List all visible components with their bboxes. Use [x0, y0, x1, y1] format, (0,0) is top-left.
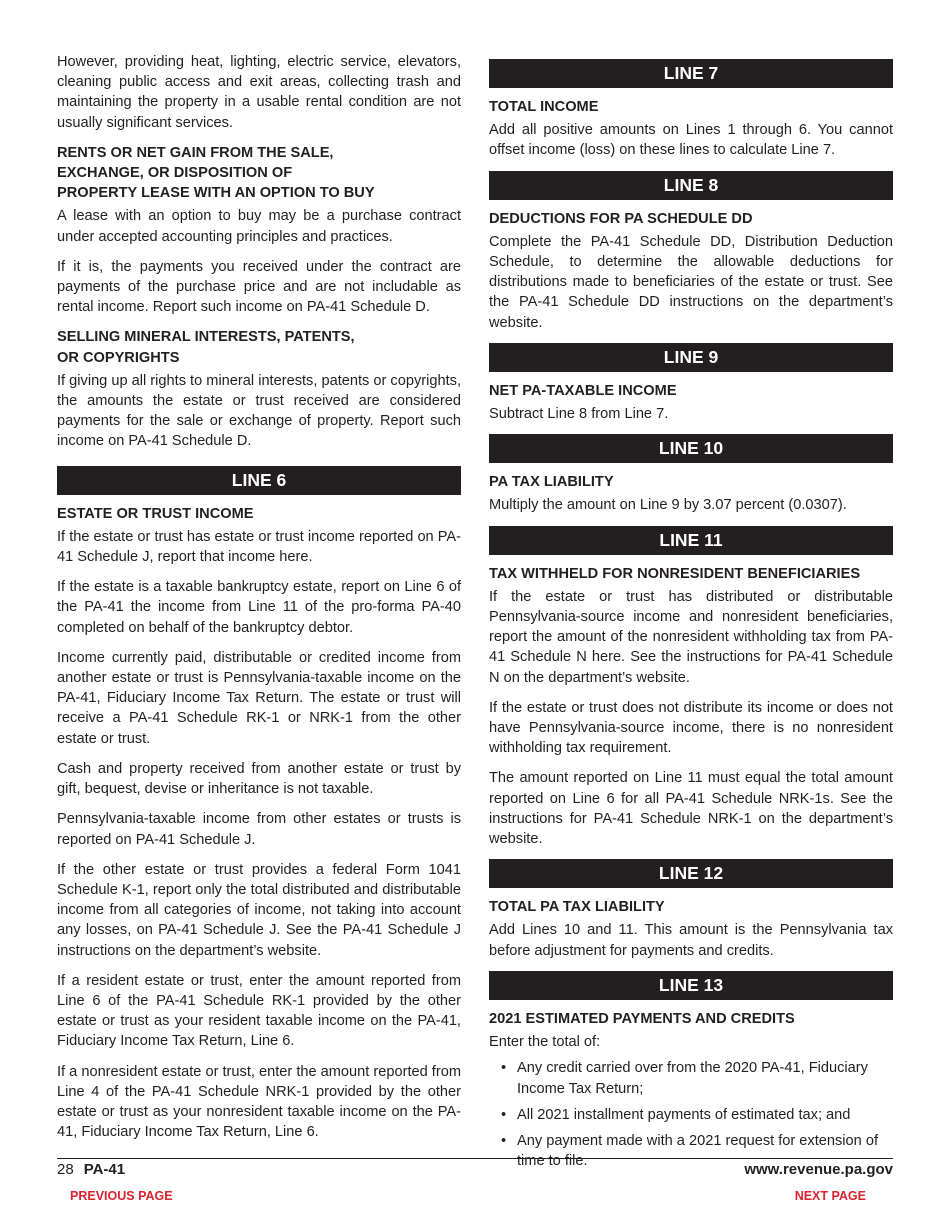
line-11-paragraph-3: The amount reported on Line 11 must equal the total amount reported on Line 6 for all PA-41 Schedule NRK-1s. See the instructions for PA-41 Schedule NRK-1 on the department’s website.: [489, 770, 893, 848]
line-10-bar: LINE 10: [489, 434, 893, 463]
next-page-link[interactable]: NEXT PAGE: [794, 1189, 866, 1203]
line-13-paragraph: Enter the total of:: [489, 1034, 601, 1051]
line-6-paragraph-3: Income currently paid, distributable or credited income from another estate or trust is Pennsylvania-taxable income on the PA-41, Fiduciary Income Tax Return. The estate or trust will receive a PA-41 Schedule RK-1 or NRK-1 from the other estate or trust.: [57, 649, 461, 747]
rents-heading: [57, 143, 461, 204]
lease-paragraph-1: A lease with an option to buy may be a purchase contract under accepted accounting principles and practices.: [57, 208, 461, 245]
line-8-paragraph: Complete the PA-41 Schedule DD, Distribution Deduction Schedule, to determine the allowable deductions for distributions made to beneficiaries of the estate or trust. See the PA-41 Schedule DD instructions on the department’s website.: [489, 233, 893, 331]
line-11-bar: LINE 11: [489, 526, 893, 555]
list-item: • All 2021 installment payments of estimated tax; and: [517, 1105, 893, 1125]
line-6-heading: ESTATE OR TRUST INCOME: [57, 505, 254, 522]
page-number: 28: [57, 1161, 74, 1178]
line-6-paragraph-1: If the estate or trust has estate or trust income reported on PA-41 Schedule J, report that income here.: [57, 528, 461, 566]
rents-heading-line-3: PROPERTY LEASE WITH AN OPTION TO BUY: [57, 185, 375, 202]
lease-paragraph-2: If it is, the payments you received under the contract are payments of the purchase price and are not includable as rental income. Report such income on PA-41 Schedule D.: [57, 258, 461, 316]
intro-paragraph: However, providing heat, lighting, electric service, elevators, cleaning public access and exit areas, collecting trash and maintaining the property in a usable rental condition are not usually significant services.: [57, 54, 461, 131]
mineral-heading-line-2: OR COPYRIGHTS: [57, 349, 180, 366]
rents-heading-line-1: RENTS OR NET GAIN FROM THE SALE,: [57, 144, 334, 161]
mineral-heading-line-1: SELLING MINERAL INTERESTS, PATENTS,: [57, 329, 355, 346]
line-6-paragraph-8: If a nonresident estate or trust, enter the amount reported from Line 4 of the PA-41 Schedule NRK-1 provided by the other estate or trust as your nonresident taxable income on the PA-41, Fiduciary Income Tax Return, Line 6.: [57, 1063, 461, 1141]
list-item: • Any payment made with a 2021 request for extension of time to file.: [517, 1131, 893, 1171]
right-column: [489, 52, 893, 1177]
page-footer-left: [57, 1161, 125, 1178]
line-12-heading: TOTAL PA TAX LIABILITY: [489, 899, 665, 916]
line-10-heading: PA TAX LIABILITY: [489, 474, 614, 491]
line-7-bar: LINE 7: [489, 59, 893, 88]
line-8-bar: LINE 8: [489, 171, 893, 200]
line-6-bar: LINE 6: [57, 466, 461, 495]
line-9-heading: NET PA-TAXABLE INCOME: [489, 382, 677, 399]
line-11-paragraph-2: If the estate or trust does not distribute its income or does not have Pennsylvania-source income, there is no nonresident withholding tax requirement.: [489, 699, 893, 757]
line-12-paragraph: Add Lines 10 and 11. This amount is the Pennsylvania tax before adjustment for payments and credits.: [489, 922, 893, 959]
line-13-bullet-list: [489, 1058, 893, 1171]
line-6-paragraph-6: If the other estate or trust provides a federal Form 1041 Schedule K-1, report only the total distributed and distributable income from all categories of income, not taking into account any losses, on PA-41 Schedule J. See the PA-41 Schedule J instructions on the department’s website.: [57, 861, 461, 959]
mineral-heading: [57, 327, 461, 367]
line-8-heading: DEDUCTIONS FOR PA SCHEDULE DD: [489, 210, 753, 227]
website-link[interactable]: www.revenue.pa.gov: [744, 1161, 893, 1178]
line-13-bar: LINE 13: [489, 971, 893, 1000]
mineral-paragraph: If giving up all rights to mineral interests, patents or copyrights, the amounts the estate or trust received are considered payments for the sale or exchange of property. Report such income on PA-41 Schedule D.: [57, 372, 461, 450]
line-6-paragraph-2: If the estate is a taxable bankruptcy estate, report on Line 6 of the PA-41 the income from Line 11 of the pro-forma PA-40 completed on behalf of the bankruptcy debtor.: [57, 579, 461, 636]
line-12-bar: LINE 12: [489, 859, 893, 888]
line-11-paragraph-1: If the estate or trust has distributed or distributable Pennsylvania-source income and nonresident beneficiaries, report the amount of the nonresident withholding tax from PA-41 Schedule N here. See the instructions for PA-41 Schedule N on the department’s website.: [489, 588, 893, 686]
line-7-heading: TOTAL INCOME: [489, 99, 599, 115]
line-9-bar: LINE 9: [489, 343, 893, 372]
form-name: PA-41: [83, 1161, 126, 1178]
footer-divider: [57, 1158, 893, 1159]
line-6-paragraph-5: Pennsylvania-taxable income from other estates or trusts is reported on PA-41 Schedule J.: [57, 811, 461, 848]
previous-page-link[interactable]: PREVIOUS PAGE: [70, 1189, 173, 1203]
line-6-paragraph-7: If a resident estate or trust, enter the amount reported from Line 6 of the PA-41 Schedule RK-1 provided by the other estate or trust as your resident taxable income on the PA-41, Fiduciary Income Tax Return, Line 6.: [57, 972, 461, 1050]
line-10-paragraph: Multiply the amount on Line 9 by 3.07 percent (0.0307).: [489, 497, 847, 514]
line-9-paragraph: Subtract Line 8 from Line 7.: [489, 406, 669, 423]
line-11-heading: TAX WITHHELD FOR NONRESIDENT BENEFICIARIES: [489, 565, 861, 582]
left-column: [57, 52, 461, 1152]
line-6-paragraph-4: Cash and property received from another estate or trust by gift, bequest, devise or inheritance is not taxable.: [57, 760, 461, 798]
list-item: • Any credit carried over from the 2020 PA-41, Fiduciary Income Tax Return;: [517, 1058, 893, 1098]
rents-heading-line-2: EXCHANGE, OR DISPOSITION OF: [57, 165, 293, 182]
line-7-paragraph: Add all positive amounts on Lines 1 through 6. You cannot offset income (loss) on these lines to calculate Line 7.: [489, 122, 893, 159]
line-13-heading: 2021 ESTIMATED PAYMENTS AND CREDITS: [489, 1010, 795, 1027]
